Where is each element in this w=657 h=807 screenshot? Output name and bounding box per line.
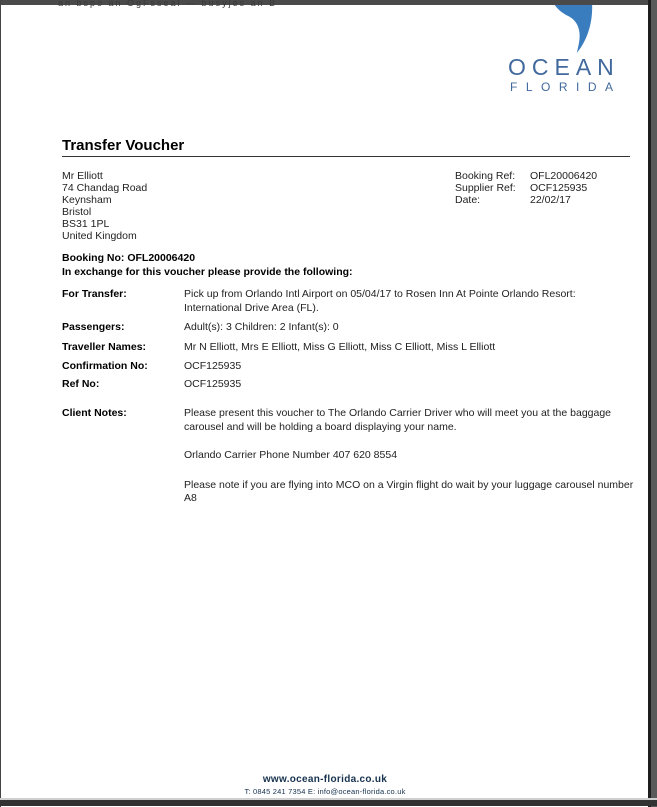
recipient-country: United Kingdom	[62, 230, 137, 242]
recipient-name: Mr Elliott	[62, 170, 103, 182]
date-label: Date:	[455, 194, 481, 206]
booking-ref-value: OFL20006420	[530, 170, 598, 182]
supplier-ref-label: Supplier Ref:	[455, 182, 516, 194]
confirmation-no-row	[62, 360, 634, 374]
recipient-town: Keynsham	[62, 194, 112, 206]
traveller-names-label: Traveller Names:	[62, 341, 147, 353]
client-notes-paragraph-1: Please present this voucher to The Orlando Carrier Driver who will meet you at the baggage carousel and will be holding a board displaying your name.	[184, 407, 612, 433]
traveller-names-value: Mr N Elliott, Mrs E Elliott, Miss G Elliott, Miss C Elliott, Miss L Elliott	[184, 341, 496, 353]
confirmation-no-label: Confirmation No:	[62, 360, 148, 372]
left-border-line	[0, 0, 1, 807]
booking-instruction-line: In exchange for this voucher please provide the following:	[62, 265, 353, 278]
recipient-street: 74 Chandag Road	[62, 182, 148, 194]
for-transfer-row	[62, 288, 634, 315]
page-footer	[0, 774, 650, 796]
ocean-florida-wave-icon	[551, 5, 593, 53]
logo-text-ocean: OCEAN	[508, 54, 620, 80]
client-notes-row	[62, 407, 634, 506]
supplier-ref-row	[455, 182, 597, 194]
client-notes-label: Client Notes:	[62, 407, 127, 419]
clipped-print-header	[58, 0, 478, 9]
client-notes-paragraph-2: Orlando Carrier Phone Number 407 620 8554	[184, 449, 398, 461]
footer-contact: T: 0845 241 7354 E: info@ocean-florida.co.uk	[244, 787, 406, 796]
for-transfer-label: For Transfer:	[62, 288, 127, 300]
passengers-value: Adult(s): 3 Children: 2 Infant(s): 0	[184, 321, 339, 333]
ref-no-label: Ref No:	[62, 378, 100, 390]
booking-intro	[62, 252, 353, 279]
client-notes-paragraph-3: Please note if you are flying into MCO on a Virgin flight do wait by your luggage carousel number A8	[184, 478, 634, 504]
supplier-ref-value: OCF125935	[530, 182, 588, 194]
date-value: 22/02/17	[530, 194, 571, 206]
booking-number-line: Booking No: OFL20006420	[62, 252, 196, 264]
reference-block	[455, 170, 597, 206]
recipient-city: Bristol	[62, 206, 92, 218]
passengers-row	[62, 321, 634, 335]
for-transfer-value: Pick up from Orlando Intl Airport on 05/04/17 to Rosen Inn At Pointe Orlando Resort: International Drive Area (FL).	[184, 288, 576, 314]
recipient-address	[62, 170, 147, 242]
booking-ref-row	[455, 170, 597, 182]
booking-ref-label: Booking Ref:	[455, 170, 516, 182]
ref-no-value: OCF125935	[184, 378, 242, 390]
right-border-strip	[651, 0, 657, 807]
logo-text-florida: FLORIDA	[510, 80, 622, 94]
page-title: Transfer Voucher	[62, 137, 185, 154]
title-divider	[62, 156, 630, 157]
confirmation-no-value: OCF125935	[184, 360, 242, 372]
bottom-border-bar	[0, 800, 657, 806]
traveller-names-row	[62, 341, 634, 355]
date-row	[455, 194, 597, 206]
ref-no-row	[62, 378, 634, 392]
passengers-label: Passengers:	[62, 321, 125, 333]
recipient-postcode: BS31 1PL	[62, 218, 110, 230]
footer-website: www.ocean-florida.co.uk	[262, 774, 388, 785]
clipped-print-header-text: an bspo an OgFsseal — busyjes an B	[58, 0, 278, 8]
client-notes-value	[184, 407, 634, 506]
